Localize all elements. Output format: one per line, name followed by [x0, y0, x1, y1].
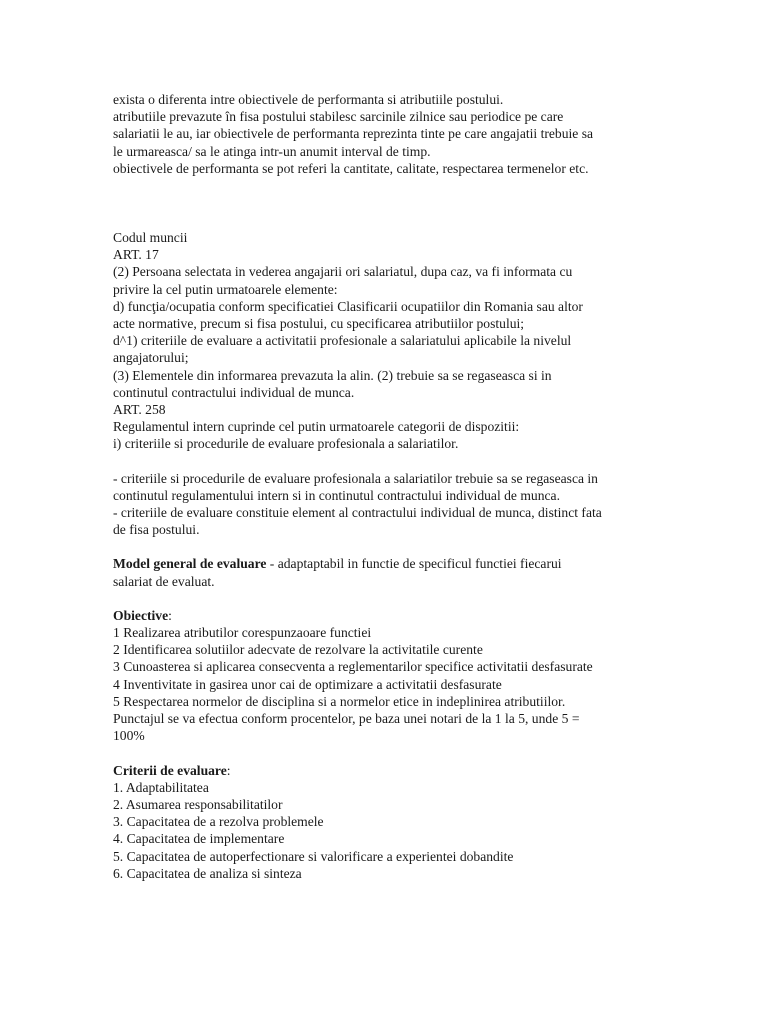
obiective-item: 2 Identificarea solutiilor adecvate de rezolvare la activitatile curente — [113, 642, 483, 658]
document-page — [113, 91, 673, 882]
intro-line: exista o diferenta intre obiectivele de performanta si atributiile postului. — [113, 92, 504, 107]
model-heading: Model general de evaluare — [113, 556, 267, 572]
obiective-colon: : — [168, 607, 172, 623]
spacer — [113, 177, 673, 229]
codul-line: angajatorului; — [113, 350, 189, 366]
spacer — [113, 745, 673, 762]
notes-line: continutul regulamentului intern si in continutul contractului individual de munca. — [113, 487, 560, 503]
intro-line: salariatii le au, iar obiectivele de performanta reprezinta tinte pe care angajatii trebuie sa — [113, 126, 594, 142]
codul-line: privire la cel putin urmatoarele elemente: — [113, 281, 338, 297]
criterii-item: 2. Asumarea responsabilitatilor — [113, 796, 283, 812]
model-general-paragraph — [113, 555, 673, 589]
notes-line: - criteriile si procedurile de evaluare profesionala a salariatilor trebuie sa se regaseasca in — [113, 470, 598, 486]
criterii-item: 5. Capacitatea de autoperfectionare si valorificare a experientei dobandite — [113, 848, 514, 864]
model-text: - adaptaptabil in functie de specificul functiei fiecarui — [266, 556, 562, 572]
codul-muncii-section — [113, 229, 673, 453]
obiective-item: 1 Realizarea atributilor corespunzaoare functiei — [113, 625, 372, 641]
codul-line: i) criteriile si procedurile de evaluare profesionala a salariatilor. — [113, 436, 459, 452]
intro-line: obiectivele de performanta se pot referi la cantitate, calitate, respectarea termenelor etc. — [113, 160, 589, 176]
notes-paragraph — [113, 470, 673, 539]
criterii-colon: : — [226, 762, 231, 778]
criterii-item: 4. Capacitatea de implementare — [113, 831, 285, 847]
codul-line: acte normative, precum si fisa postului, cu specificarea atributiilor postului; — [113, 316, 525, 332]
notes-line: de fisa postului. — [113, 522, 200, 538]
obiective-item: 3 Cunoasterea si aplicarea consecventa a reglementarilor specifice activitatii desfasurate — [113, 659, 593, 675]
codul-line: continutul contractului individual de munca. — [113, 384, 355, 400]
codul-line: ART. 17 — [113, 247, 159, 263]
codul-line: ART. 258 — [113, 402, 166, 418]
codul-line: (2) Persoana selectata in vederea angajarii ori salariatul, dupa caz, va fi informata cu — [113, 264, 573, 280]
obiective-item: 5 Respectarea normelor de disciplina si a normelor etice in indeplinirea atributiilor. — [113, 693, 566, 709]
punctaj-line: 100% — [113, 728, 145, 744]
codul-line: Codul muncii — [113, 230, 188, 246]
codul-line: d) funcţia/ocupatia conform specificatiei Clasificarii ocupatiilor din Romania sau altor — [113, 298, 583, 314]
intro-paragraph — [113, 91, 673, 177]
punctaj-line: Punctajul se va efectua conform procentelor, pe baza unei notari de la 1 la 5, unde 5 = — [113, 711, 580, 727]
intro-line: le urmareasca/ sa le atinga intr-un anumit interval de timp. — [113, 143, 431, 159]
codul-line: Regulamentul intern cuprinde cel putin urmatoarele categorii de dispozitii: — [113, 419, 520, 435]
criterii-item: 6. Capacitatea de analiza si sinteza — [113, 865, 302, 881]
criterii-item: 3. Capacitatea de a rezolva problemele — [113, 814, 324, 830]
criterii-heading: Criterii de evaluare — [113, 762, 227, 778]
codul-line: (3) Elementele din informarea prevazuta la alin. (2) trebuie sa se regaseasca si in — [113, 367, 552, 383]
intro-line: atributiile prevazute în fisa postului stabilesc sarcinile zilnice sau periodice pe care — [113, 109, 564, 125]
model-text-line2: salariat de evaluat. — [113, 573, 215, 589]
obiective-section — [113, 607, 673, 745]
spacer — [113, 590, 673, 607]
codul-line: d^1) criteriile de evaluare a activitatii profesionale a salariatului aplicabile la nivelul — [113, 333, 572, 349]
obiective-heading: Obiective — [113, 607, 169, 623]
notes-line: - criteriile de evaluare constituie element al contractului individual de munca, distinct fata — [113, 505, 602, 521]
spacer — [113, 538, 673, 555]
criterii-item: 1. Adaptabilitatea — [113, 779, 209, 795]
criterii-section — [113, 762, 673, 882]
spacer — [113, 453, 673, 470]
criterii-list — [113, 779, 673, 882]
obiective-item: 4 Inventivitate in gasirea unor cai de optimizare a activitatii desfasurate — [113, 676, 502, 692]
obiective-list — [113, 624, 673, 710]
